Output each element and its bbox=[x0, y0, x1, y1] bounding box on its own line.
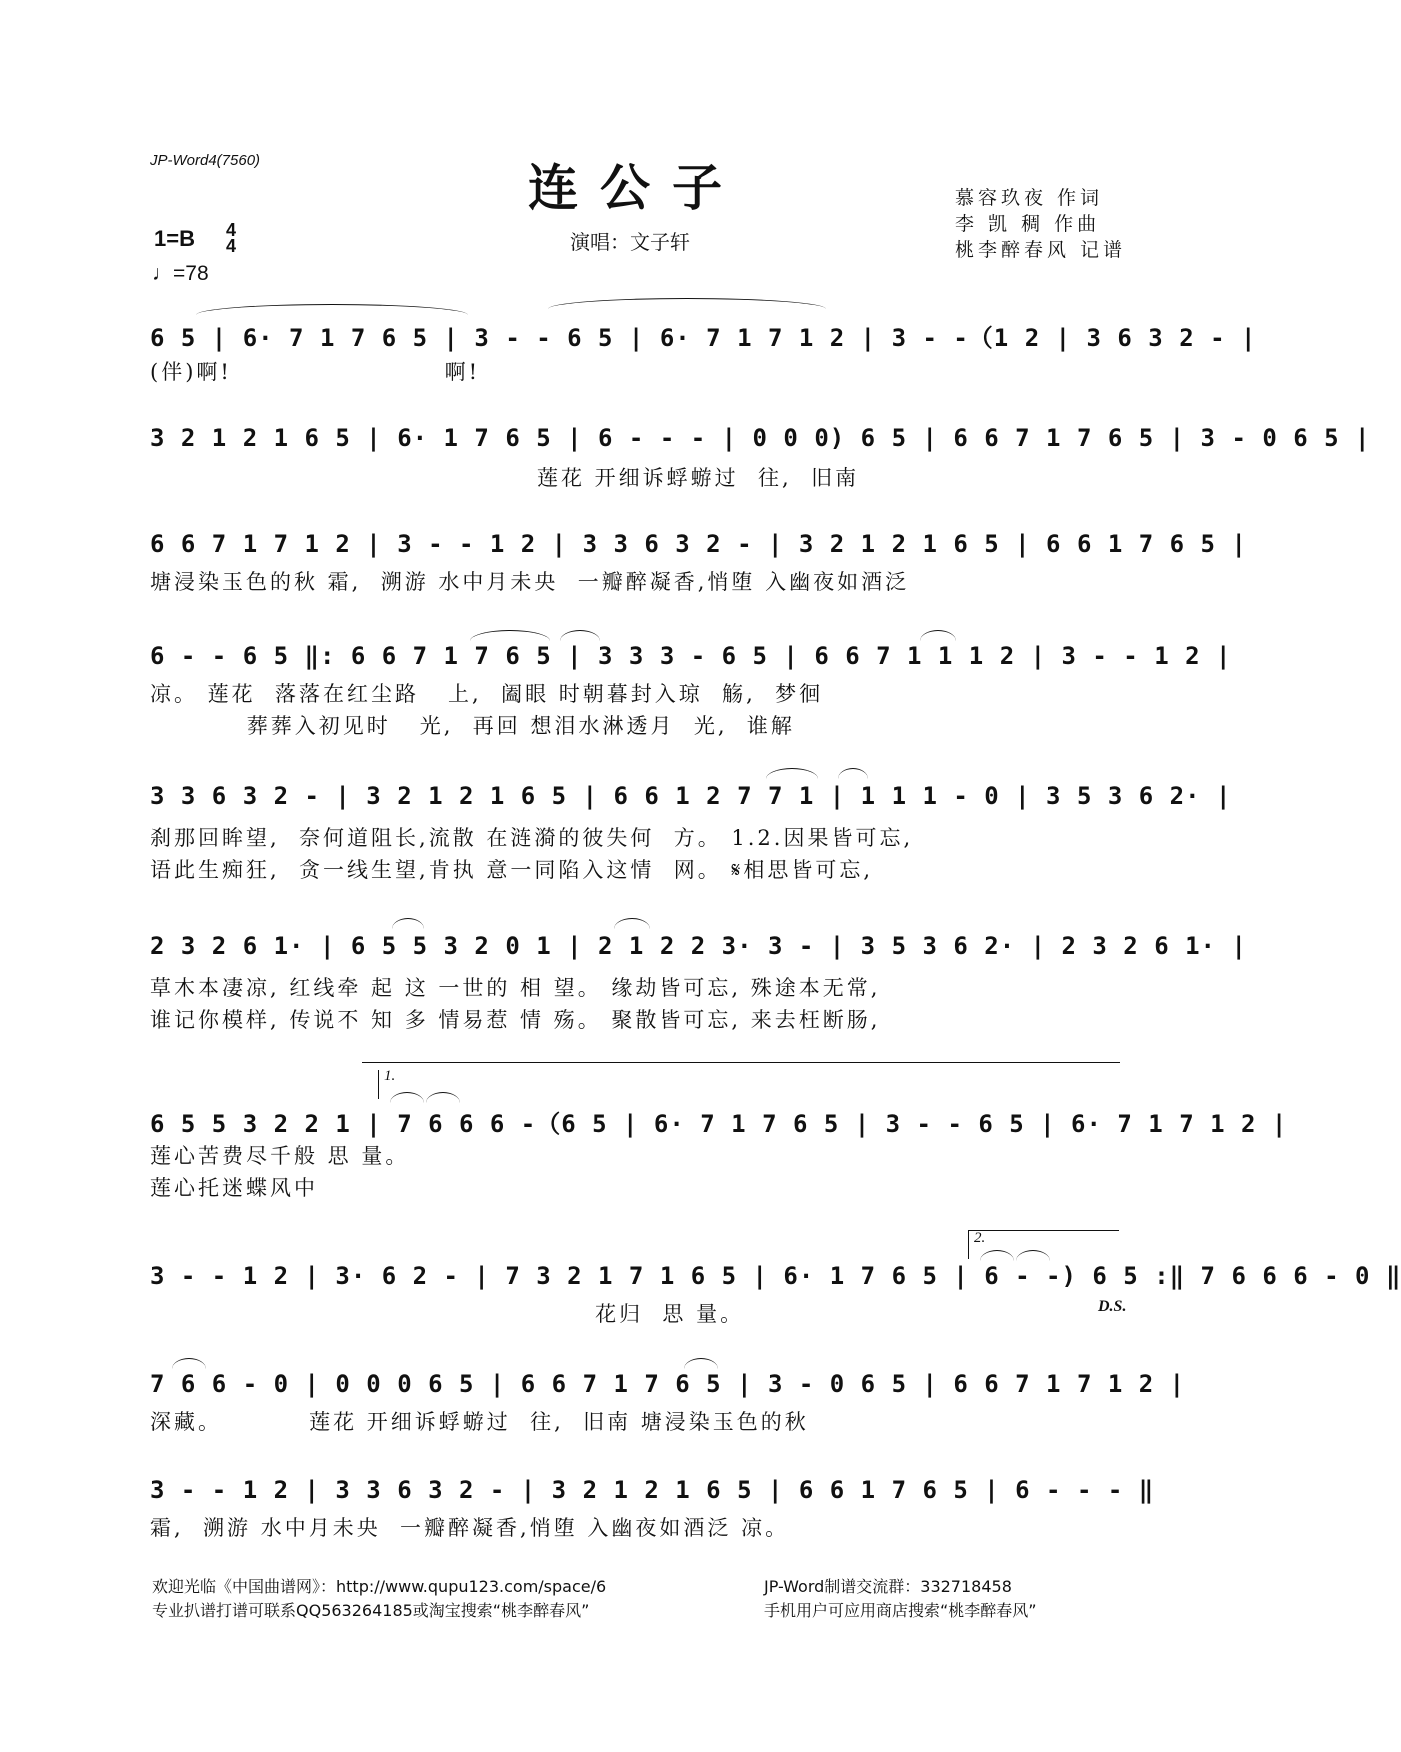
tie-slur bbox=[560, 630, 600, 641]
lyric-line-1: (伴)啊! 啊! bbox=[150, 360, 481, 384]
phrase-slur bbox=[548, 298, 826, 309]
lyric-line-9: 深藏。 莲花 开细诉蜉蝣过 往, 旧南 塘浸染玉色的秋 bbox=[150, 1410, 809, 1434]
time-signature-top: 4 bbox=[226, 220, 237, 240]
tie-slur bbox=[390, 1092, 424, 1103]
lyric-line-4b: 葬葬入初见时 光, 再回 想泪水淋透月 光, 谁解 bbox=[150, 714, 795, 738]
tie-slur bbox=[920, 630, 956, 641]
song-title: 连公子 bbox=[528, 158, 744, 217]
volta-label-2: 2. bbox=[974, 1230, 986, 1246]
lyric-line-5a: 刹那回眸望, 奈何道阻长,流散 在涟漪的彼失何 方。 1.2.因果皆可忘, bbox=[150, 826, 914, 850]
tie-slur bbox=[766, 768, 818, 779]
source-label: JP-Word4(7560) bbox=[150, 152, 261, 169]
key-signature: 1=B bbox=[154, 226, 195, 251]
notation-line-4: 6 - - 6 5 ‖: 6 6 7 1 7 6 5 | 3 3 3 - 6 5 | 6 6 7 1 1 1 2 | 3 - - 1 2 | bbox=[150, 642, 1232, 670]
tie-slur bbox=[392, 918, 424, 929]
notation-line-8: 3 - - 1 2 | 3· 6 2 - | 7 3 2 1 7 1 6 5 | 6· 1 7 6 5 | 6 - -) 6 5 :‖ 7 6 6 6 - 0 ‖ bbox=[150, 1262, 1401, 1290]
tie-slur bbox=[838, 768, 868, 779]
phrase-slur bbox=[196, 304, 468, 315]
lyric-line-8: 花归 思 量。 bbox=[150, 1302, 745, 1326]
footer-website: 欢迎光临《中国曲谱网》：http://www.qupu123.com/space/6 bbox=[152, 1577, 607, 1596]
lyric-line-5b: 语此生痴狂, 贪一线生望,肯执 意一同陷入这情 网。 𝄋相思皆可忘, bbox=[150, 858, 874, 882]
tie-slur bbox=[614, 918, 650, 929]
volta-label-1: 1. bbox=[384, 1068, 396, 1084]
volta-bracket bbox=[378, 1070, 379, 1099]
notation-line-6: 2 3 2 6 1· | 6 5 5 3 2 0 1 | 2 1 2 2 3· 3 - | 3 5 3 6 2· | 2 3 2 6 1· | bbox=[150, 932, 1247, 960]
lyric-line-7b: 莲心托迷蝶风中 bbox=[150, 1176, 318, 1200]
footer-contact: 专业扒谱打谱可联系QQ563264185或淘宝搜索“桃李醉春风” bbox=[152, 1601, 590, 1620]
lyric-line-4a: 凉。 莲花 落落在红尘路 上, 阖眼 时朝暮封入琼 觞, 梦徊 bbox=[150, 682, 824, 706]
lyric-line-6b: 谁记你模样, 传说不 知 多 情易惹 情 殇。 聚散皆可忘, 来去枉断肠, bbox=[150, 1008, 881, 1032]
tie-slur bbox=[172, 1358, 206, 1369]
lyric-line-7a: 莲心苦费尽千般 思 量。 bbox=[150, 1144, 410, 1168]
volta-bracket-line bbox=[362, 1062, 1120, 1063]
tie-slur bbox=[470, 630, 550, 641]
transcriber-credit: 桃李醉春风 记谱 bbox=[955, 239, 1127, 261]
tie-slur bbox=[426, 1092, 460, 1103]
lyric-line-2: 莲花 开细诉蜉蝣过 往, 旧南 bbox=[150, 466, 860, 490]
tie-slur bbox=[684, 1358, 718, 1369]
time-signature bbox=[226, 222, 236, 254]
footer-group: JP-Word制谱交流群：332718458 bbox=[764, 1577, 1012, 1596]
notation-line-7: 6 5 5 3 2 2 1 | 7 6 6 6 -（6 5 | 6· 7 1 7 6 5 | 3 - - 6 5 | 6· 7 1 7 1 2 | bbox=[150, 1110, 1288, 1138]
composer-credit: 李 凯 稠 作曲 bbox=[955, 213, 1101, 235]
singer-credit: 演唱：文子轩 bbox=[570, 230, 690, 254]
credits-block bbox=[955, 185, 1126, 263]
notation-line-9: 7 6 6 - 0 | 0 0 0 6 5 | 6 6 7 1 7 6 5 | 3 - 0 6 5 | 6 6 7 1 7 1 2 | bbox=[150, 1370, 1186, 1398]
notation-line-2: 3 2 1 2 1 6 5 | 6· 1 7 6 5 | 6 - - - | 0 0 0) 6 5 | 6 6 7 1 7 6 5 | 3 - 0 6 5 | bbox=[150, 424, 1371, 452]
footer-mobile: 手机用户可应用商店搜索“桃李醉春风” bbox=[764, 1601, 1037, 1620]
notation-line-5: 3 3 6 3 2 - | 3 2 1 2 1 6 5 | 6 6 1 2 7 7 1 | 1 1 1 - 0 | 3 5 3 6 2· | bbox=[150, 782, 1232, 810]
dal-segno-mark: D.S. bbox=[1098, 1298, 1127, 1315]
lyric-line-6a: 草木本凄凉, 红线牵 起 这 一世的 相 望。 缘劫皆可忘, 殊途本无常, bbox=[150, 976, 881, 1000]
time-signature-bottom: 4 bbox=[226, 236, 237, 256]
lyric-line-3: 塘浸染玉色的秋 霜, 溯游 水中月未央 一瓣醉凝香,悄堕 入幽夜如酒泛 bbox=[150, 570, 910, 594]
lyricist-credit: 慕容玖夜 作词 bbox=[955, 187, 1104, 209]
lyric-line-10: 霜, 溯游 水中月未央 一瓣醉凝香,悄堕 入幽夜如酒泛 凉。 bbox=[150, 1516, 790, 1540]
notation-line-1: 6 5 | 6· 7 1 7 6 5 | 3 - - 6 5 | 6· 7 1 7 1 2 | 3 - -（1 2 | 3 6 3 2 - | bbox=[150, 324, 1257, 352]
notation-line-3: 6 6 7 1 7 1 2 | 3 - - 1 2 | 3 3 6 3 2 - | 3 2 1 2 1 6 5 | 6 6 1 7 6 5 | bbox=[150, 530, 1247, 558]
notation-line-10: 3 - - 1 2 | 3 3 6 3 2 - | 3 2 1 2 1 6 5 | 6 6 1 7 6 5 | 6 - - - ‖ bbox=[150, 1476, 1155, 1504]
tempo-mark: ♩=78 bbox=[152, 262, 209, 285]
